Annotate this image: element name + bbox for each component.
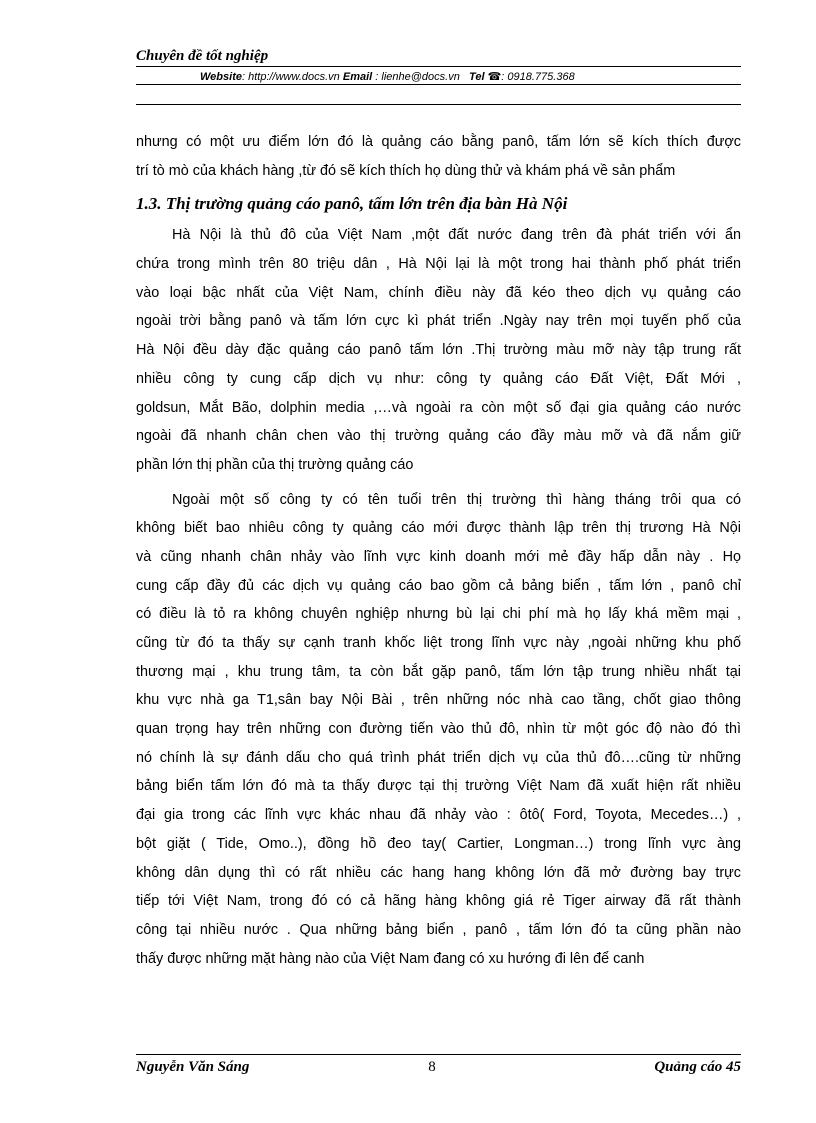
text-line: khu vực nhà ga T1,sân bay Nội Bài , trên những nóc nhà cao tầng, chốt giao thông — [136, 692, 741, 709]
footer-rule — [136, 1054, 741, 1055]
website-label: Website — [200, 71, 242, 83]
email-label: Email — [342, 71, 373, 83]
footer-author: Nguyễn Văn Sáng — [136, 1059, 250, 1075]
text-line: Hà Nội là thủ đô của Việt Nam ,một đất nước đang trên đà phát triển với ẩn — [172, 227, 741, 244]
text-line: nhưng có một ưu điểm lớn đó là quảng cáo bằng panô, tấm lớn sẽ kích thích được — [136, 134, 741, 150]
text-line: và cũng nhanh chân nhảy vào lĩnh vực kinh doanh mới mẻ đầy hấp dẫn này . Họ — [136, 548, 741, 565]
text-line: thấy được những mặt hàng nào của Việt Nam đang có xu hướng đi lên để canh — [136, 950, 645, 967]
text-line: cũng từ đó ta thấy sự cạnh tranh khốc liệt trong lĩnh vực này ,ngoài những khu phố — [136, 635, 741, 651]
text-line: ngoài trời bằng panô và tấm lớn cực kì phát triển .Ngày nay trên mọi tuyến phố của — [136, 313, 741, 330]
text-line: công tại nhiều nước . Qua những bảng biển , panô , tấm lớn đó ta cũng phần nào — [136, 921, 741, 938]
text-line: Hà Nội đều dày đặc quảng cáo panô tấm lớn .Thị trường màu mỡ này tập trung rất — [136, 342, 741, 359]
text-line: không biết bao nhiêu công ty quảng cáo mới được thành lập trên thị trương Hà Nội — [136, 520, 741, 537]
text-line: phần lớn thị phần của thị trường quảng cáo — [136, 456, 414, 473]
tel-label: Tel — [469, 71, 485, 83]
text-line: trí tò mò của khách hàng ,từ đó sẽ kích thích họ dùng thử và khám phá về sản phẩm — [136, 162, 676, 179]
paragraph-market — [136, 221, 741, 479]
text-line: có điều là tỏ ra không chuyên nghiệp nhưng bù lại chi phí mà họ lấy khá mềm mại , — [136, 606, 741, 623]
text-line: không dân dụng thì có rất nhiều các hang hang không lớn đã mở đường bay trực — [136, 864, 741, 881]
text-line: goldsun, Mắt Bão, dolphin media ,…và ngoài ra còn một số đại gia quảng cáo nước — [136, 399, 741, 416]
paragraph-intro — [136, 128, 741, 185]
header-rule-bottom — [136, 104, 741, 105]
header-rule-mid — [136, 84, 741, 85]
text-line: nhiều công ty cung cấp dịch vụ như: công ty quảng cáo Đất Việt, Đất Mới , — [136, 370, 741, 387]
text-line: nó chính là sự đánh dấu cho quá trình phát triển dịch vụ của thủ đô….cũng từ những — [136, 749, 741, 766]
text-line: quan trọng hay trên những con đường tiến vào thủ đô, nhìn từ một góc độ nào đó thì — [136, 721, 741, 738]
header-title: Chuyên đề tốt nghiệp — [136, 48, 269, 64]
text-line: tiếp tới Việt Nam, trong đó có cả hãng hàng không giá rẻ Tiger airway đã rất thành — [136, 893, 741, 910]
text-line: Ngoài một số công ty có tên tuổi trên thị trường thì hàng tháng trôi qua có — [172, 491, 741, 508]
page-number: 8 — [428, 1059, 436, 1075]
text-line: chứa trong mình trên 80 triệu dân , Hà Nội lại là một trong hai thành phố phát triển — [136, 256, 741, 273]
text-line: đại gia trong các lĩnh vực khác nhau đã nhảy vào : ôtô( Ford, Toyota, Mecedes…) , — [136, 807, 741, 824]
footer-class: Quảng cáo 45 — [654, 1059, 741, 1075]
section-heading: 1.3. Thị trường quảng cáo panô, tấm lớn trên địa bàn Hà Nội — [136, 194, 568, 214]
text-line: bột giặt ( Tide, Omo..), đồng hồ đeo tay( Cartier, Longman…) trong lĩnh vực àng — [136, 835, 741, 852]
tel-value: : 0918.775.368 — [501, 71, 575, 83]
text-line: thương mại , khu trung tâm, ta còn bắt gặp panô, tấm lớn tập trung nhiều nhất tại — [136, 663, 741, 680]
email-value: : lienhe@docs.vn — [372, 71, 460, 83]
text-line: cung cấp đầy đủ các dịch vụ quảng cáo bao gồm cả bảng biển , tấm lớn , panô chỉ — [136, 577, 741, 594]
text-line: bảng biển tấm lớn đó mà ta thấy được tại thị trường Việt Nam đã xuất hiện rất nhiều — [136, 778, 741, 795]
header-contact — [200, 70, 575, 83]
phone-icon: ☎ — [487, 71, 502, 83]
paragraph-competition — [136, 486, 741, 974]
text-line: ngoài đã nhanh chân chen vào thị trường quảng cáo đầy màu mỡ và đã nắm giữ — [136, 428, 741, 445]
header-rule-top — [136, 66, 741, 67]
website-value: : http://www.docs.vn — [241, 71, 340, 83]
text-line: vào loại bậc nhất của Việt Nam, chính điều này đã kéo theo dịch vụ quảng cáo — [136, 284, 741, 301]
body-text — [136, 128, 741, 973]
